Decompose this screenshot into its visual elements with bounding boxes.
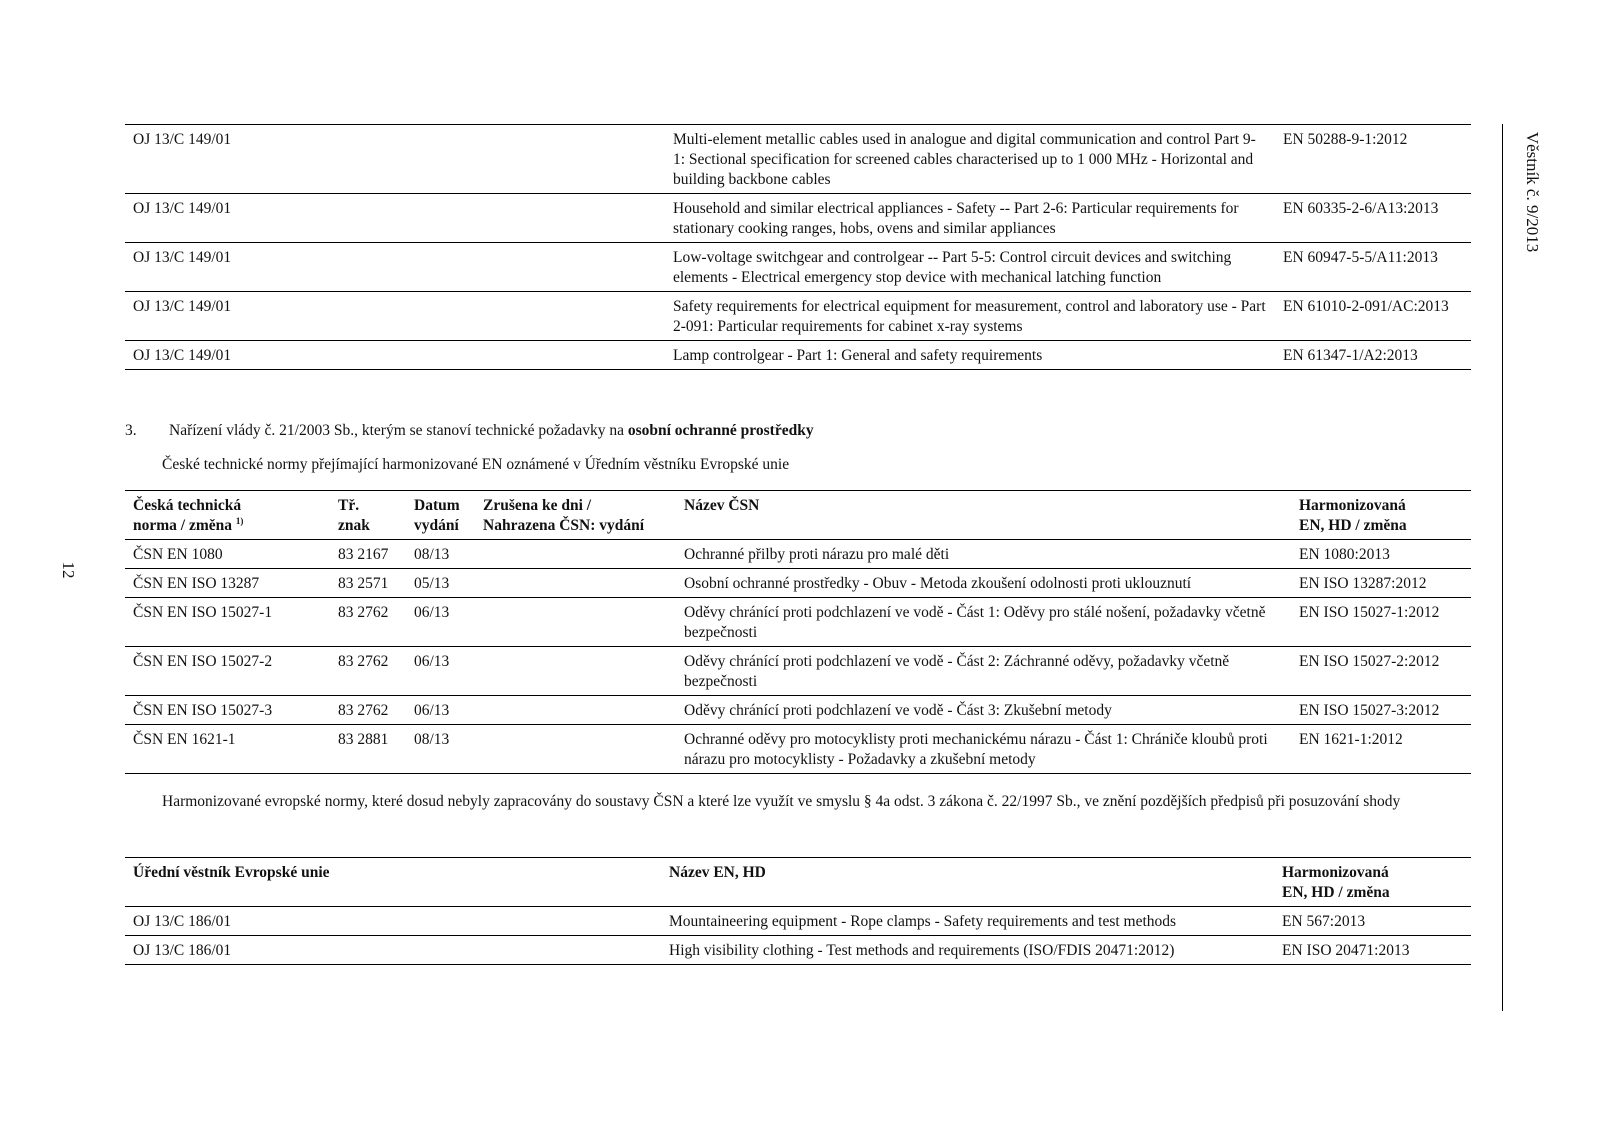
standard-title: Mountaineering equipment - Rope clamps - Safety requirements and test methods <box>669 913 1177 930</box>
standard-code: EN 61347-1/A2:2013 <box>1275 341 1471 370</box>
standard-title: High visibility clothing - Test methods and requirements (ISO/FDIS 20471:2012) <box>661 936 1274 965</box>
standard-title: Safety requirements for electrical equipment for measurement, control and laboratory use - Part 2-091: Particular requirements for cabinet x-ray systems <box>665 292 1275 341</box>
page-number: 12 <box>59 561 78 579</box>
section-heading-text: Nařízení vlády č. 21/2003 Sb., kterým se stanoví technické požadavky na <box>169 422 628 439</box>
class-code: 83 2762 <box>330 598 406 647</box>
class-code: 83 2571 <box>330 569 406 598</box>
column-header-date: Datum vydání <box>406 491 475 540</box>
norm-code: ČSN EN 1080 <box>133 546 223 563</box>
table-header-row <box>125 491 1471 540</box>
norm-name: Oděvy chránící proti podchlazení ve vodě - Část 3: Zkušební metody <box>676 696 1291 725</box>
table-row <box>125 292 1471 341</box>
oj-reference: OJ 13/C 149/01 <box>125 194 665 243</box>
norm-name: Ochranné oděvy pro motocyklisty proti mechanickému nárazu - Část 1: Chrániče kloubů proti nárazu pro motocyklisty - Požadavky a zkušební metody <box>676 725 1291 774</box>
norm-name: Oděvy chránící proti podchlazení ve vodě - Část 1: Oděvy pro stálé nošení, požadavky včetně bezpečnosti <box>676 598 1291 647</box>
table-row <box>125 598 1471 647</box>
standard-code: EN ISO 20471:2013 <box>1274 936 1471 965</box>
replaced-info <box>475 540 676 569</box>
norm-code: ČSN EN ISO 15027-1 <box>125 598 330 647</box>
oj-standards-table-1 <box>125 124 1471 370</box>
column-header-oj: Úřední věstník Evropské unie <box>125 858 661 907</box>
norm-code: ČSN EN ISO 13287 <box>125 569 330 598</box>
issue-date: 08/13 <box>414 546 450 563</box>
norm-name: Osobní ochranné prostředky - Obuv - Metoda zkoušení odolnosti proti uklouznutí <box>676 569 1291 598</box>
section-paragraph: Harmonizované evropské normy, které dosud nebyly zapracovány do soustavy ČSN a které lze využít ve smyslu § 4a odst. 3 zákona č. 22/1997 Sb., ve znění pozdějších předpisů při posuzování shody <box>162 793 1401 810</box>
table-row <box>125 540 1471 569</box>
norm-code: ČSN EN ISO 15027-3 <box>125 696 330 725</box>
issue-date: 06/13 <box>406 647 475 696</box>
class-code: 83 2167 <box>338 546 389 563</box>
csn-standards-table <box>125 490 1471 774</box>
issue-date: 05/13 <box>406 569 475 598</box>
column-header-norm: Česká technická norma / změna $^{1)}$ <box>125 491 330 540</box>
table-header-row <box>125 858 1471 907</box>
table-row <box>125 341 1471 370</box>
oj-reference: OJ 13/C 149/01 <box>125 292 665 341</box>
harmonized-code: EN 1621-1:2012 <box>1291 725 1471 774</box>
table-row <box>125 907 1471 936</box>
class-code: 83 2762 <box>330 696 406 725</box>
class-code: 83 2762 <box>330 647 406 696</box>
norm-code: ČSN EN ISO 15027-2 <box>125 647 330 696</box>
norm-name: Ochranné přilby proti nárazu pro malé děti <box>684 546 950 563</box>
standard-code: EN 61010-2-091/AC:2013 <box>1275 292 1471 341</box>
standard-title: Multi-element metallic cables used in analogue and digital communication and control Part 9-1: Sectional specification for screened cables characterised up to 1 000 MHz - Horizontal and building backbone cables <box>673 131 1256 188</box>
oj-reference: OJ 13/C 149/01 <box>125 341 665 370</box>
standard-code: EN 50288-9-1:2012 <box>1283 131 1408 148</box>
harmonized-code: EN ISO 15027-3:2012 <box>1291 696 1471 725</box>
standard-title: Lamp controlgear - Part 1: General and safety requirements <box>665 341 1275 370</box>
replaced-info <box>475 647 676 696</box>
norm-name: Oděvy chránící proti podchlazení ve vodě - Část 2: Záchranné oděvy, požadavky včetně bezpečnosti <box>676 647 1291 696</box>
margin-rule <box>1502 124 1503 1011</box>
standard-code: EN 60335-2-6/A13:2013 <box>1275 194 1471 243</box>
oj-reference: OJ 13/C 186/01 <box>133 913 232 930</box>
oj-reference: OJ 13/C 149/01 <box>133 131 232 148</box>
harmonized-code: EN 1080:2013 <box>1299 546 1390 563</box>
table-row <box>125 936 1471 965</box>
norm-code: ČSN EN 1621-1 <box>125 725 330 774</box>
standard-title: Household and similar electrical appliances - Safety -- Part 2-6: Particular requirements for stationary cooking ranges, hobs, ovens and similar appliances <box>665 194 1275 243</box>
table-row <box>125 569 1471 598</box>
section-heading-bold: osobní ochranné prostředky <box>627 422 814 439</box>
column-header-class: Tř. znak <box>330 491 406 540</box>
standard-code: EN 567:2013 <box>1282 913 1366 930</box>
issue-date: 06/13 <box>406 598 475 647</box>
harmonized-code: EN ISO 15027-2:2012 <box>1291 647 1471 696</box>
section-number: 3. <box>125 422 137 439</box>
footnote-marker: 1) <box>235 515 244 526</box>
table-row <box>125 725 1471 774</box>
oj-reference: OJ 13/C 186/01 <box>125 936 661 965</box>
replaced-info <box>475 725 676 774</box>
journal-issue-label: Věstník č. 9/2013 <box>1523 131 1542 253</box>
harmonized-code: EN ISO 15027-1:2012 <box>1291 598 1471 647</box>
class-code: 83 2881 <box>330 725 406 774</box>
section-heading <box>125 421 1425 441</box>
replaced-info <box>475 598 676 647</box>
replaced-info <box>475 569 676 598</box>
issue-date: 08/13 <box>406 725 475 774</box>
column-header-harmonized: Harmonizovaná EN, HD / změna <box>1274 858 1471 907</box>
replaced-info <box>475 696 676 725</box>
table-row <box>125 243 1471 292</box>
column-header-title: Název EN, HD <box>661 858 1274 907</box>
table-row <box>125 696 1471 725</box>
table-row <box>125 194 1471 243</box>
column-header-harmonized: Harmonizovaná EN, HD / změna <box>1291 491 1471 540</box>
column-header-name: Název ČSN <box>676 491 1291 540</box>
oj-reference: OJ 13/C 149/01 <box>125 243 665 292</box>
harmonized-code: EN ISO 13287:2012 <box>1291 569 1471 598</box>
table-row <box>125 125 1471 194</box>
section-subheading: České technické normy přejímající harmonizované EN oznámené v Úředním věstníku Evropské unie <box>162 456 790 473</box>
issue-date: 06/13 <box>406 696 475 725</box>
standard-code: EN 60947-5-5/A11:2013 <box>1275 243 1471 292</box>
standard-title: Low-voltage switchgear and controlgear -- Part 5-5: Control circuit devices and switching elements - Electrical emergency stop device with mechanical latching function <box>665 243 1275 292</box>
table-row <box>125 647 1471 696</box>
oj-standards-table-2 <box>125 857 1471 965</box>
column-header-replaced: Zrušena ke dni / Nahrazena ČSN: vydání <box>475 491 676 540</box>
